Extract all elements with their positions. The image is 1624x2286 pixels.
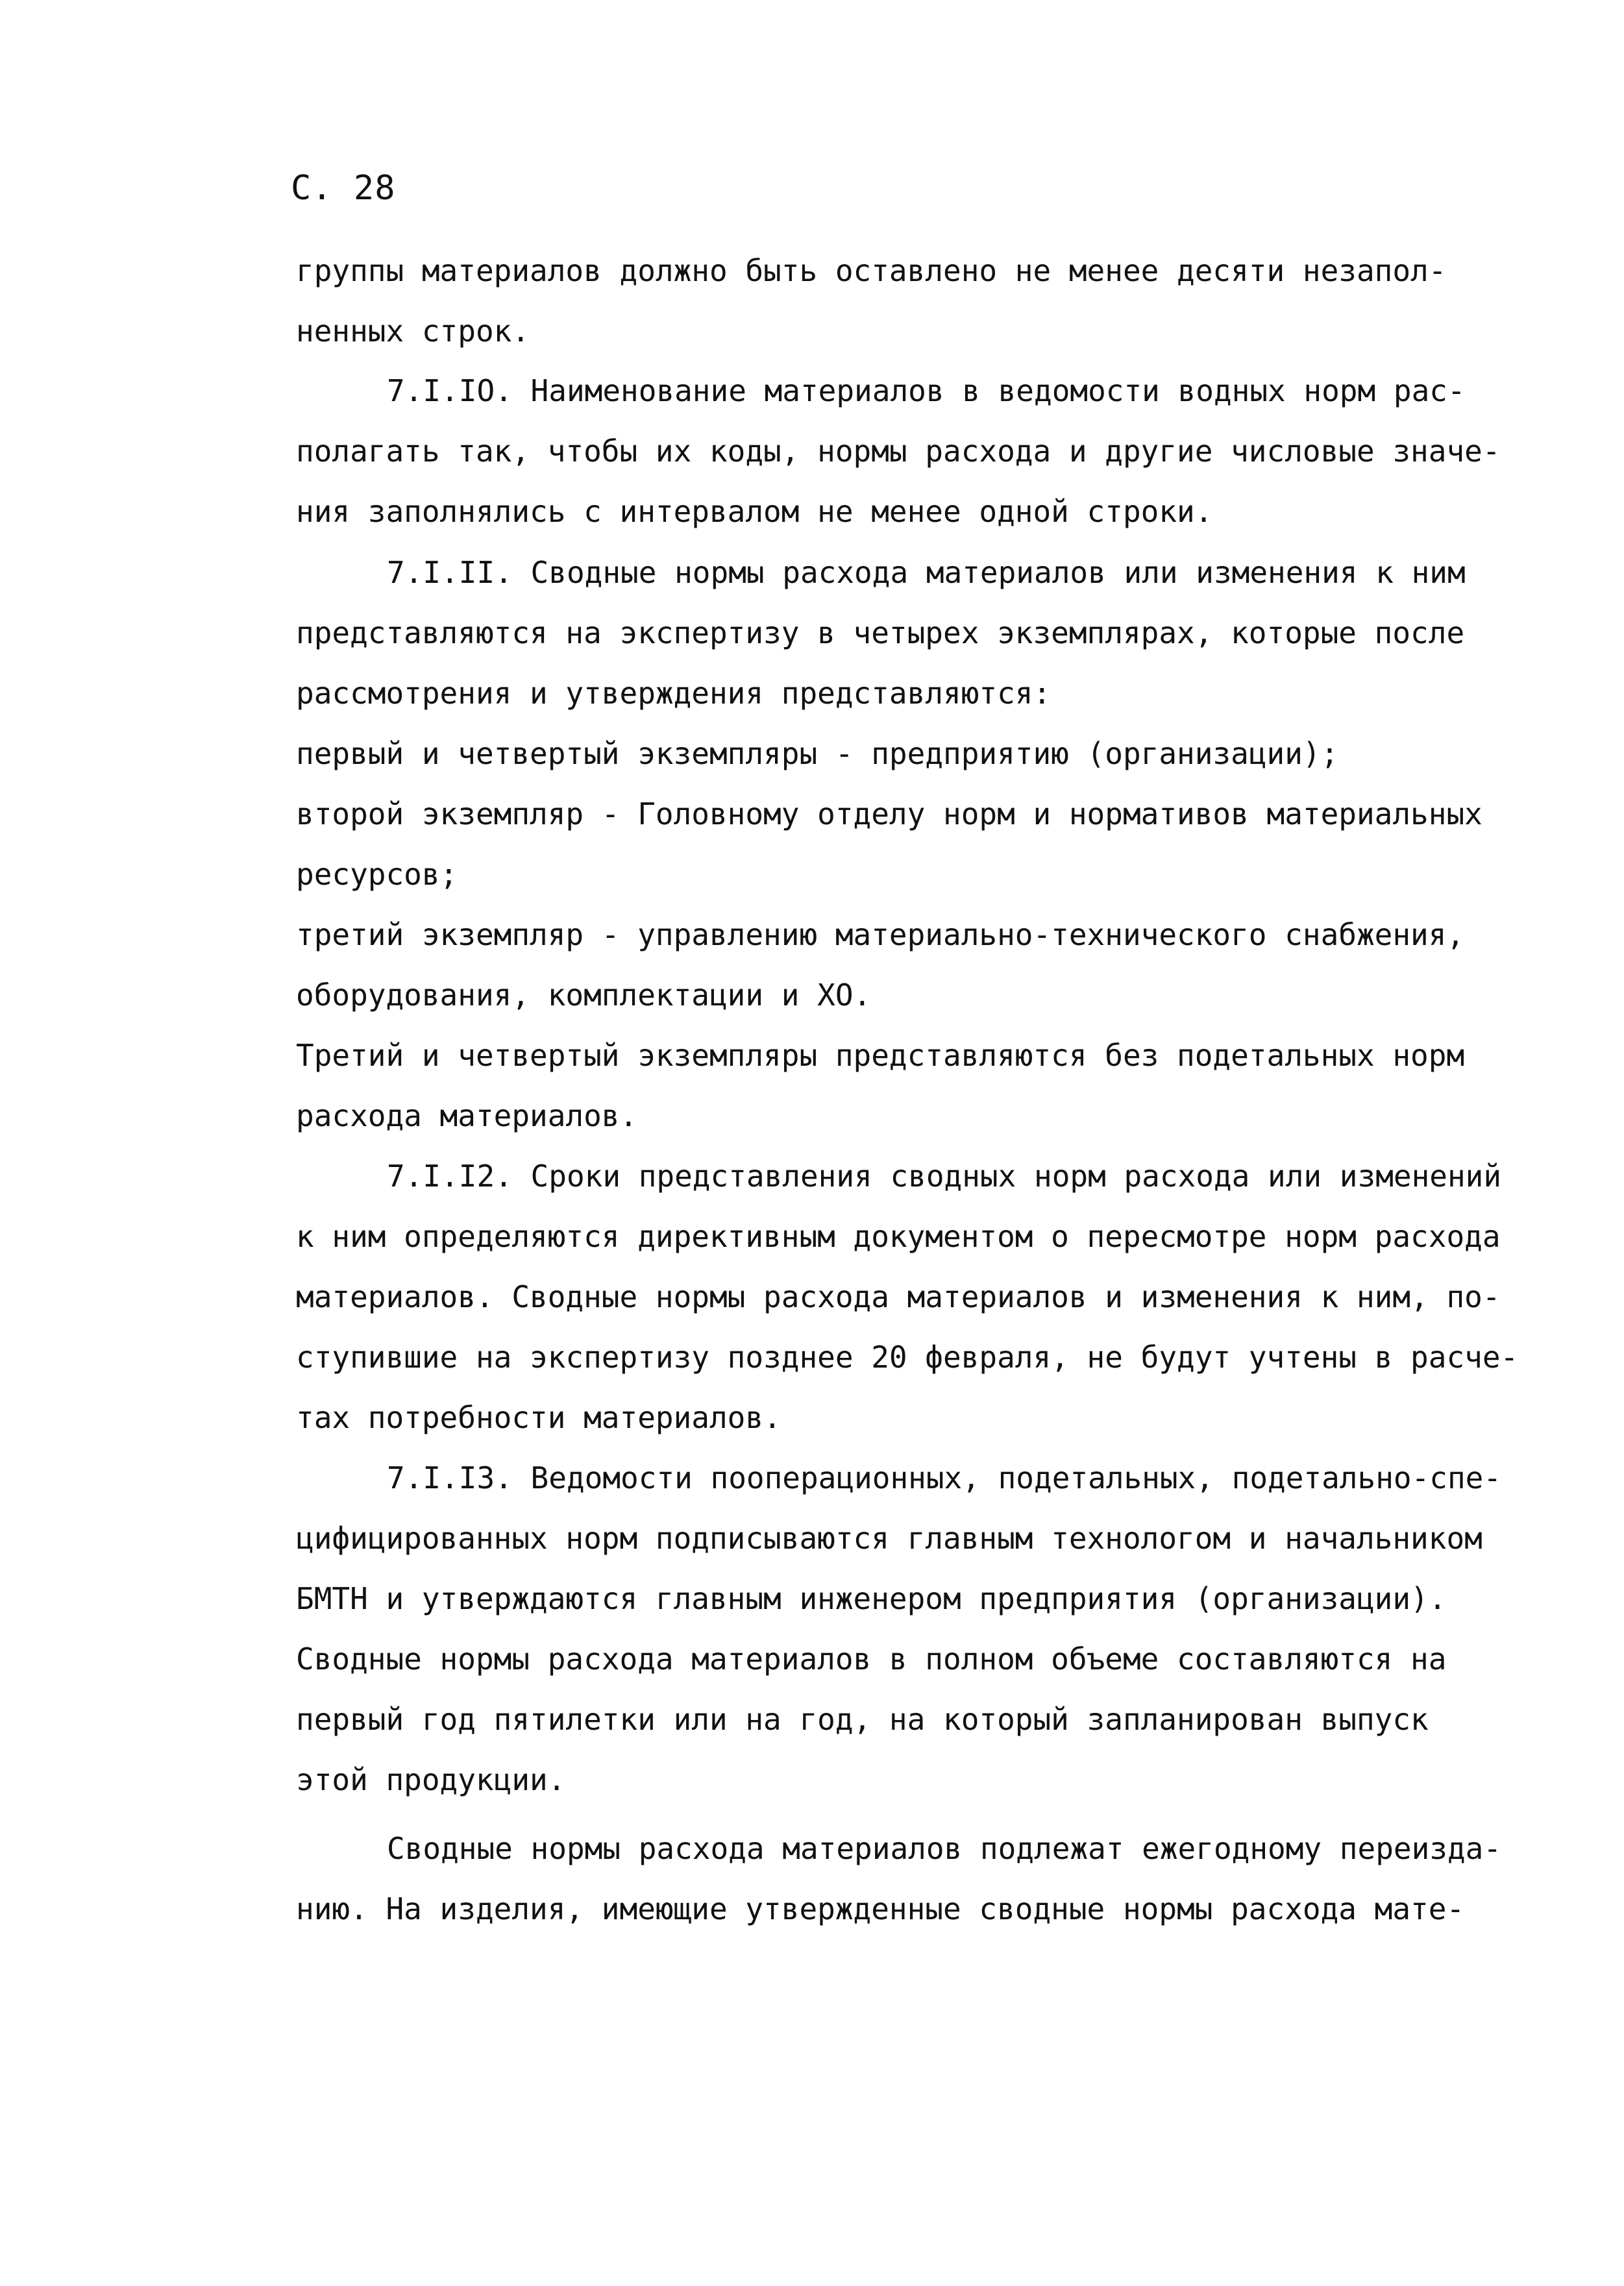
text-line: второй экземпляр - Головному отделу норм и нормативов материальных (296, 796, 1483, 831)
text-line: ния заполнялись с интервалом не менее одной строки. (296, 494, 1213, 529)
paragraph-7-1-13: 7.I.I3. Ведомости пооперационных, подетальных, подетально-спе- (387, 1460, 1502, 1495)
text-line: первый и четвертый экземпляры - предприятию (организации); (296, 736, 1339, 771)
text-line: группы материалов должно быть оставлено не менее десяти незапол- (296, 253, 1447, 288)
paragraph-7-1-12: 7.I.I2. Сроки представления сводных норм расхода или изменений (387, 1159, 1502, 1194)
text-line: первый год пятилетки или на год, на который запланирован выпуск (296, 1702, 1429, 1737)
paragraph-summary-norms: Сводные нормы расхода материалов подлежат ежегодному переизда- (387, 1831, 1502, 1866)
page-number: С. 28 (291, 169, 396, 208)
text-line: ресурсов; (296, 857, 458, 892)
text-line: нию. На изделия, имеющие утвержденные сводные нормы расхода мате- (296, 1891, 1465, 1926)
text-line: полагать так, чтобы их коды, нормы расхода и другие числовые значе- (296, 434, 1501, 469)
text-line: Сводные нормы расхода материалов в полном объеме составляются на (296, 1641, 1447, 1677)
text-line: оборудования, комплектации и ХО. (296, 977, 872, 1013)
text-line: этой продукции. (296, 1762, 566, 1797)
text-line: рассмотрения и утверждения представляются: (296, 676, 1052, 711)
text-line: БМТН и утверждаются главным инженером предприятия (организации). (296, 1581, 1447, 1616)
text-line: материалов. Сводные нормы расхода материалов и изменения к ним, по- (296, 1279, 1501, 1314)
paragraph-7-1-11: 7.I.II. Сводные нормы расхода материалов или изменения к ним (387, 555, 1466, 590)
text-line: тах потребности материалов. (296, 1400, 781, 1435)
text-line: третий экземпляр - управлению материально-технического снабжения, (296, 917, 1465, 952)
text-line: Третий и четвертый экземпляры представляются без подетальных норм (296, 1038, 1465, 1073)
text-line: к ним определяются директивным документом о пересмотре норм расхода (296, 1219, 1501, 1254)
text-line: расхода материалов. (296, 1098, 638, 1133)
text-line: ступившие на экспертизу позднее 20 февраля, не будут учтены в расче- (296, 1340, 1519, 1375)
text-line: ненных строк. (296, 313, 530, 349)
paragraph-7-1-10: 7.I.IO. Наименование материалов в ведомости водных норм рас- (387, 373, 1466, 408)
text-line: представляются на экспертизу в четырех экземплярах, которые после (296, 615, 1465, 650)
text-line: цифицированных норм подписываются главным технологом и начальником (296, 1521, 1483, 1556)
